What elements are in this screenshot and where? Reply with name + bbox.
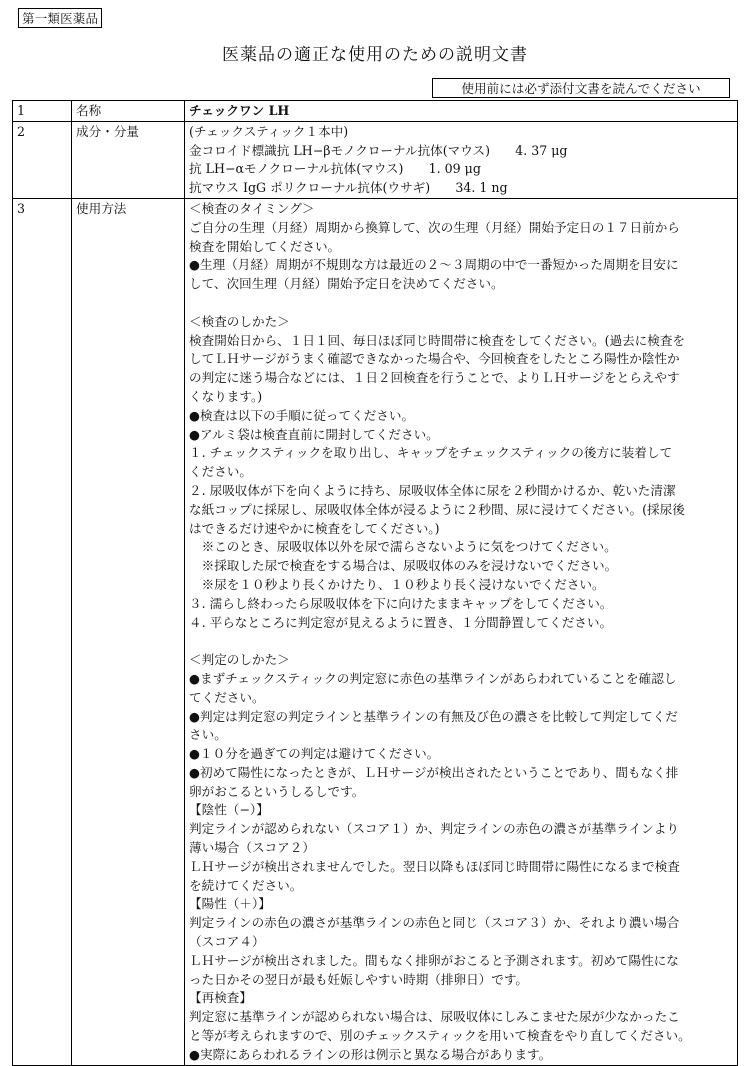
row-content-ingredients xyxy=(185,121,738,198)
content-line: ください。 xyxy=(189,464,252,480)
content-line: くなります。) xyxy=(189,388,263,404)
content-line: (チェックスティック１本中) xyxy=(189,123,349,139)
content-line: ●初めて陽性になったときが、ＬＨサージが検出されたということであり、間もなく排 xyxy=(189,764,679,780)
content-line: 検査を開始してください。 xyxy=(189,238,341,254)
content-line: 抗 LH−αモノクローナル抗体(マウス) 1. 09 μg xyxy=(189,161,481,177)
document-title: 医薬品の適正な使用のための説明文書 xyxy=(222,45,528,65)
content-line: ご自分の生理（月経）周期から換算して、次の生理（月経）開始予定日の１７日前から xyxy=(189,219,680,235)
table-row-name xyxy=(13,101,738,122)
content-line: １. チェックスティックを取り出し、キャップをチェックスティックの後方に装着して xyxy=(189,445,673,461)
content-line: の判定に迷う場合などには、１日２回検査を行うことで、よりＬＨサージをとらえやす xyxy=(189,370,680,386)
content-line: ４. 平らなところに判定窓が見えるように置き、１分間静置してください。 xyxy=(189,614,613,630)
content-line: チェックワン LH xyxy=(189,103,290,118)
content-line: してＬＨサージがうまく確認できなかった場合や、今回検査をしたところ陽性か陰性か xyxy=(189,351,680,367)
content-line: ＜検査のしかた＞ xyxy=(189,313,290,329)
spec-table xyxy=(12,100,738,1066)
content-line: ２. 尿吸収体が下を向くように持ち、尿吸収体全体に尿を２秒間かけるか、乾いた清潔 xyxy=(189,482,676,498)
content-line: を続けてください。 xyxy=(189,877,303,893)
row-label-ingredients: 成分・分量 xyxy=(72,121,185,198)
content-line: ＜検査のタイミング＞ xyxy=(189,200,315,216)
content-line: てください。 xyxy=(189,689,265,705)
row-content-name xyxy=(185,101,738,122)
content-line: 判定ラインが認められない（スコア１）か、判定ラインの赤色の濃さが基準ラインより xyxy=(189,821,680,837)
row-number: 2 xyxy=(13,121,72,198)
content-line: ●１０分を過ぎての判定は避けてください。 xyxy=(189,746,440,762)
content-line: ＜判定のしかた＞ xyxy=(189,652,290,668)
content-line: ●生理（月経）周期が不規則な方は最近の２〜３周期の中で一番短かった周期を目安に xyxy=(189,257,679,273)
content-line: 卵がおこるというしるしです。 xyxy=(189,783,365,799)
row-label-name: 名称 xyxy=(72,101,185,122)
content-line: ●検査は以下の手順に従ってください。 xyxy=(189,407,415,423)
content-line: 薄い場合（スコア２） xyxy=(189,840,315,856)
content-line: ３. 濡らし終わったら尿吸収体を下に向けたままキャップをしてください。 xyxy=(189,595,613,611)
content-line: 判定窓に基準ラインが認められない場合は、尿吸収体にしみこませた尿が少なかったこ xyxy=(189,1009,680,1025)
content-line: 【陰性（−）】 xyxy=(189,802,269,818)
content-line: して、次回生理（月経）開始予定日を決めてください。 xyxy=(189,276,504,292)
content-line: さい。 xyxy=(189,727,227,743)
row-label-usage: 使用方法 xyxy=(72,198,185,1065)
content-line: った日かその翌日が最も妊娠しやすい時期（排卵日）です。 xyxy=(189,971,529,987)
content-line: と等が考えられますので、別のチェックスティックを用いて検査をやり直してください。 xyxy=(189,1028,691,1044)
content-line: 【再検査】 xyxy=(189,990,252,1006)
content-line: ●まずチェックスティックの判定窓に赤色の基準ラインがあらわれていることを確認し xyxy=(189,670,677,686)
content-line: 検査開始日から、１日１回、毎日ほぼ同じ時間帯に検査をしてください。(過去に検査を xyxy=(189,332,686,348)
row-number: 1 xyxy=(13,101,72,122)
content-line: 判定ラインの赤色の濃さが基準ラインの赤色と同じ（スコア３）か、それより濃い場合 xyxy=(189,915,680,931)
content-line: 抗マウス IgG ポリクローナル抗体(ウサギ) 34. 1 ng xyxy=(189,180,508,196)
content-line: ※尿を１０秒より長くかけたり、１０秒より長く浸けないでください。 xyxy=(189,576,605,592)
blank-line xyxy=(189,294,733,313)
row-content-usage xyxy=(185,198,738,1065)
content-line: ※採取した尿で検査をする場合は、尿吸収体のみを浸けないでください。 xyxy=(189,558,618,574)
content-line: ＬＨサージが検出されました。間もなく排卵がおこると予測されます。初めて陽性にな xyxy=(189,952,679,968)
content-line: ●アルミ袋は検査直前に開封してください。 xyxy=(189,426,439,442)
table-row-ingredients xyxy=(13,121,738,198)
row-number: 3 xyxy=(13,198,72,1065)
drug-class-badge: 第一類医薬品 xyxy=(18,8,102,28)
content-line: はできるだけ速やかに検査をしてください。) xyxy=(189,520,440,536)
content-line: ●判定は判定窓の判定ラインと基準ラインの有無及び色の濃さを比較して判定してくだ xyxy=(189,708,678,724)
content-line: 【陽性（＋）】 xyxy=(189,896,271,912)
content-line: ＬＨサージが検出されませんでした。翌日以降もほぼ同じ時間帯に陽性になるまで検査 xyxy=(189,858,680,874)
read-insert-notice: 使用前には必ず添付文書を読んでください xyxy=(432,78,730,98)
content-line: ●実際にあらわれるラインの形は例示と異なる場合があります。 xyxy=(189,1046,552,1062)
content-line: ※このとき、尿吸収体以外を尿で濡らさないように気をつけてください。 xyxy=(189,539,617,555)
content-line: 金コロイド標識抗 LH−βモノクローナル抗体(マウス) 4. 37 μg xyxy=(189,142,568,158)
content-line: （スコア４） xyxy=(189,934,265,950)
blank-line xyxy=(189,632,733,651)
content-line: な紙コップに採尿し、尿吸収体全体が浸るように２秒間、尿に浸けてください。(採尿後 xyxy=(189,501,685,517)
table-row-usage xyxy=(13,198,738,1065)
